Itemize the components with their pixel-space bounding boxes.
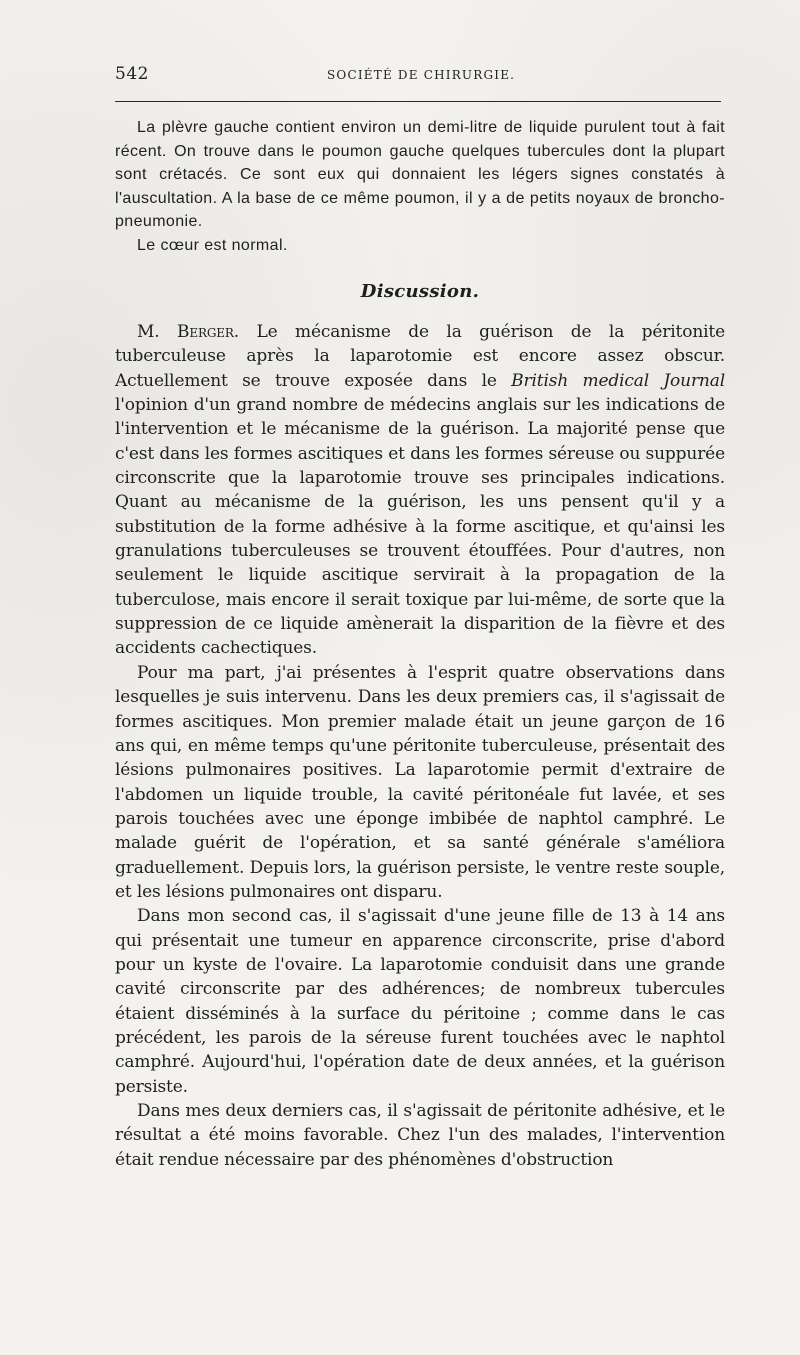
- journal-reference: British medical Journal: [511, 370, 725, 391]
- speaker-name: Berger: [177, 322, 234, 342]
- header-rule: [115, 101, 721, 102]
- running-head: [115, 64, 720, 94]
- paragraph-second-case: Dans mon second cas, il s'agissait d'une jeune fille de 13 à 14 ans qui présentait une tumeur en apparence circonscrite, prise d'abord pour un kyste de l'ovaire. La laparotomie conduisit dans une grande cavité circonscrite par des adhérences; de nombreux tubercules étaient disséminés à la surface du péritoine ; comme dans le cas précédent, les parois de la séreuse furent touchées avec le naphtol camphré. Aujourd'hui, l'opération date de deux années, et la guérison persiste.: [115, 906, 725, 1097]
- speaker-prefix: M.: [137, 322, 177, 342]
- paragraph-last-cases: Dans mes deux derniers cas, il s'agissait de péritonite adhésive, et le résultat a été moins favorable. Chez l'un des malades, l'intervention était rendue nécessaire par des phénomènes d'obstruction: [115, 1101, 725, 1170]
- paragraph-heart: Le cœur est normal.: [137, 236, 288, 254]
- paragraph-pleura: La plèvre gauche contient environ un demi-litre de liquide purulent tout à fait récent. On trouve dans le poumon gauche quelques tubercules dont la plupart sont crétacés. Ce sont eux qui donnaient les légers signes constatés à l'auscultation. A la base de ce même poumon, il y a de petits noyaux de broncho-pneumonie.: [115, 119, 725, 230]
- paragraph-observations: Pour ma part, j'ai présentes à l'esprit quatre observations dans lesquelles je suis intervenu. Dans les deux premiers cas, il s'agissait de formes ascitiques. Mon premier malade était un jeune garçon de 16 ans qui, en même temps qu'une péritonite tuberculeuse, présentait des lésions pulmonaires positives. La laparotomie permit d'extraire de l'abdomen un liquide trouble, la cavité péritonéale fut lavée, et ses parois touchées avec une éponge imbibée de naphtol camphré. Le malade guérit de l'opération, et sa santé générale s'améliora graduellement. Depuis lors, la guérison persiste, le ventre reste souple, et les lésions pulmonaires ont disparu.: [115, 662, 725, 902]
- berger-text-2: l'opinion d'un grand nombre de médecins anglais sur les indications de l'intervention et le mécanisme de la guérison. La majorité pense que c'est dans les formes ascitiques et dans les formes séreuse ou suppurée circonscrite que la laparotomie trouve ses principales indications. Quant au mécanisme de la guérison, les uns pensent qu'il y a substitution de la forme adhésive à la forme ascitique, et qu'ainsi les granulations tuberculeuses se trouvent étouffées. Pour d'autres, non seulement le liquide ascitique servirait à la propagation de la tuberculose, mais encore il serait toxique par lui-même, de sorte que la suppression de ce liquide amènerait la disparition de la fièvre et des accidents cachectiques.: [115, 395, 725, 659]
- body-text: [115, 116, 725, 1172]
- paragraph-berger: [115, 320, 725, 661]
- discussion-heading: Discussion.: [360, 281, 480, 302]
- berger-text-1: . Le mécanisme de la guérison de la péritonite tuberculeuse après la laparotomie est encore assez obscur. Actuellement se trouve exposée dans le: [115, 322, 726, 391]
- journal-title: SOCIÉTÉ DE CHIRURGIE.: [327, 68, 516, 82]
- page-number: 542: [115, 64, 149, 84]
